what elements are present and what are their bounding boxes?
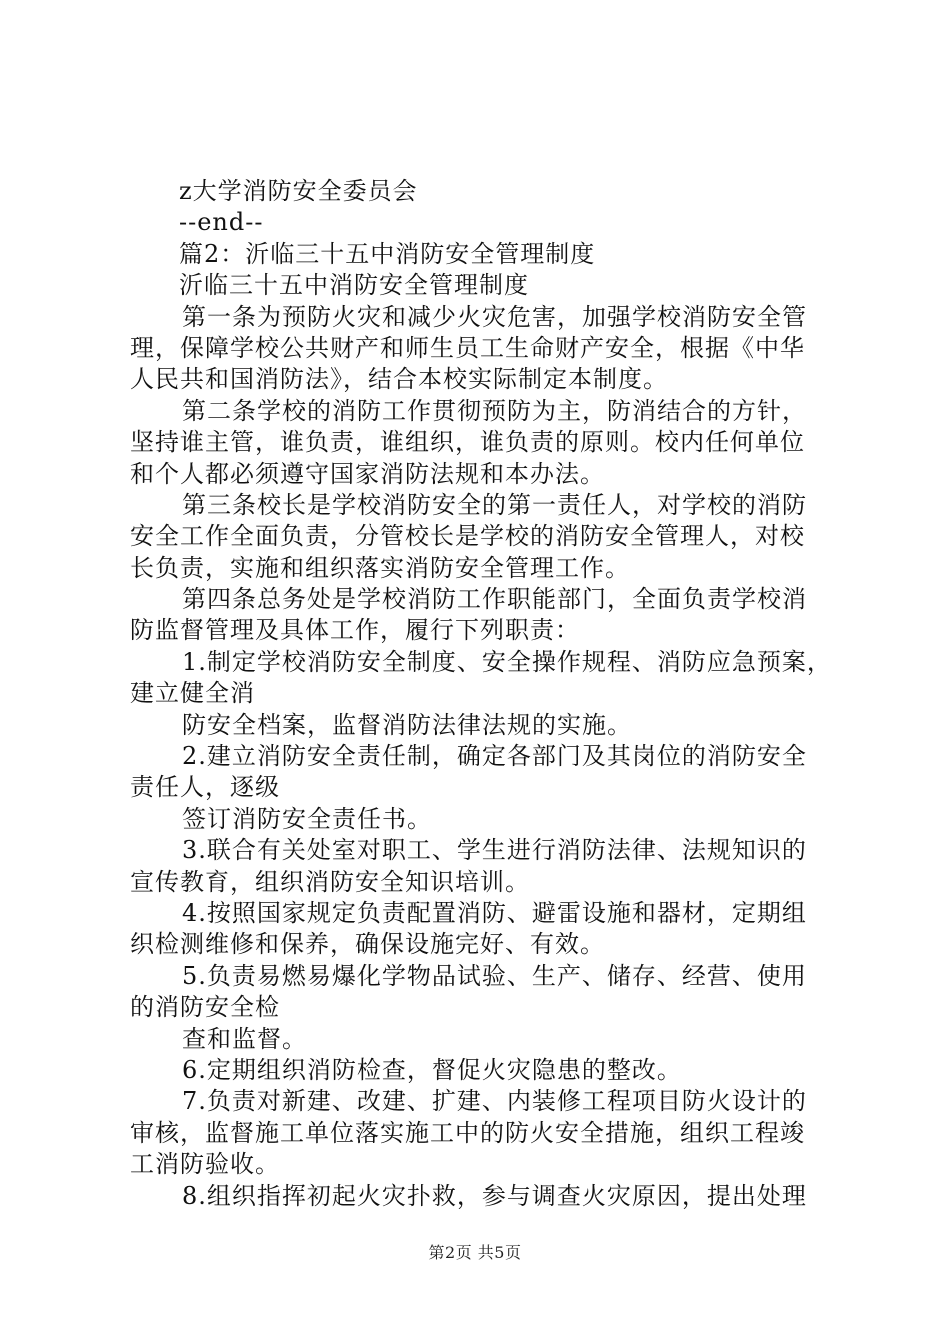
text-line: 第二条学校的消防工作贯彻预防为主，防消结合的方针， (182, 396, 807, 425)
text-line: 6.定期组织消防检查，督促火灾隐患的整改。 (182, 1055, 682, 1084)
text-line: 审核，监督施工单位落实施工中的防火安全措施，组织工程竣 (130, 1118, 805, 1147)
text-line: 2.建立消防安全责任制，确定各部门及其岗位的消防安全 (182, 742, 807, 771)
text-line: 4.按照国家规定负责配置消防、避雷设施和器材，定期组 (182, 898, 807, 927)
text-line: 织检测维修和保养，确保设施完好、有效。 (130, 930, 605, 959)
text-line: 安全工作全面负责，分管校长是学校的消防安全管理人，对校 (130, 522, 805, 551)
text-line: 和个人都必须遵守国家消防法规和本办法。 (130, 459, 605, 488)
text-line: --end-- (179, 208, 264, 237)
text-line: 防监督管理及具体工作，履行下列职责： (130, 616, 580, 645)
text-line: 长负责，实施和组织落实消防安全管理工作。 (130, 553, 630, 582)
text-line: 5.负责易燃易爆化学物品试验、生产、储存、经营、使用 (182, 961, 807, 990)
text-line: 8.组织指挥初起火灾扑救，参与调查火灾原因，提出处理 (182, 1181, 807, 1210)
text-line: 7.负责对新建、改建、扩建、内装修工程项目防火设计的 (182, 1087, 807, 1116)
text-line: 签订消防安全责任书。 (182, 804, 432, 833)
text-line: 第四条总务处是学校消防工作职能部门，全面负责学校消 (182, 585, 807, 614)
text-line: 1.制定学校消防安全制度、安全操作规程、消防应急预案， (182, 647, 832, 676)
text-line: 理，保障学校公共财产和师生员工生命财产安全，根据《中华 (130, 333, 805, 362)
text-line: 沂临三十五中消防安全管理制度 (179, 271, 529, 300)
text-line: 宣传教育，组织消防安全知识培训。 (130, 867, 530, 896)
text-line: 第一条为预防火灾和减少火灾危害，加强学校消防安全管 (182, 302, 807, 331)
text-line: 人民共和国消防法》，结合本校实际制定本制度。 (130, 365, 668, 394)
text-line: z大学消防安全委员会 (179, 177, 418, 205)
text-line: 的消防安全检 (130, 993, 280, 1022)
page-footer: 第2页 共5页 (428, 1243, 522, 1262)
document-body (130, 176, 830, 1212)
text-line: 第三条校长是学校消防安全的第一责任人，对学校的消防 (182, 490, 807, 519)
text-line: 坚持谁主管，谁负责，谁组织，谁负责的原则。校内任何单位 (130, 428, 805, 457)
text-line: 责任人，逐级 (130, 773, 280, 802)
text-line: 建立健全消 (130, 679, 255, 708)
text-line: 篇2：沂临三十五中消防安全管理制度 (179, 239, 596, 268)
text-line: 工消防验收。 (130, 1150, 280, 1179)
text-line: 防安全档案，监督消防法律法规的实施。 (182, 710, 632, 739)
text-line: 3.联合有关处室对职工、学生进行消防法律、法规知识的 (182, 836, 807, 865)
text-line: 查和监督。 (182, 1024, 307, 1053)
